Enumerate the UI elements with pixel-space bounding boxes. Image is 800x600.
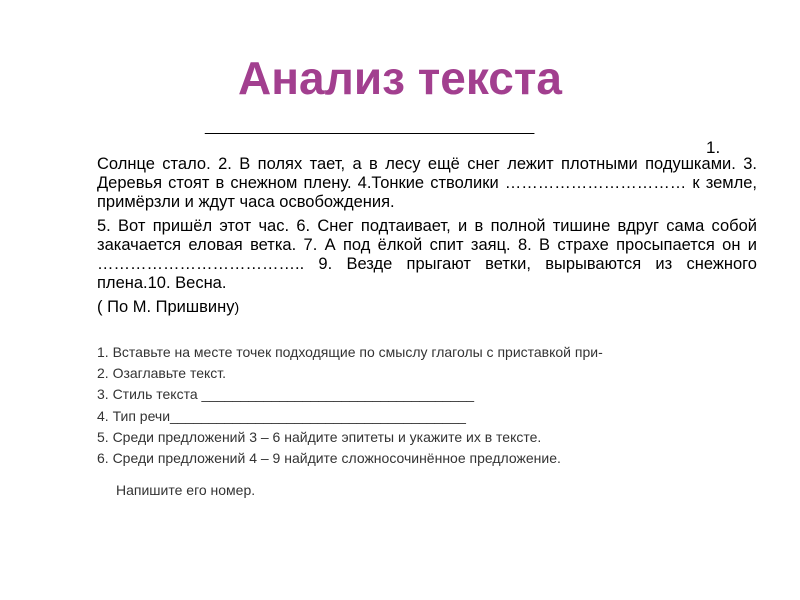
passage-author [97, 298, 757, 317]
task-item: 1. Вставьте на месте точек подходящие по смыслу глаголы с приставкой при- [97, 344, 603, 360]
author-close-paren: ) [234, 299, 240, 315]
title-blank-line: _____________________________________ [205, 118, 535, 135]
page-title: Анализ текста [238, 52, 562, 104]
author-name: ( По М. Пришвину [97, 298, 235, 316]
task-item: 5. Среди предложений 3 – 6 найдите эпитеты и укажите их в тексте. [97, 428, 542, 445]
task-note: Напишите его номер. [116, 482, 256, 499]
first-sentence-number: 1. [706, 138, 721, 157]
passage-text [97, 155, 757, 317]
task-list [97, 342, 777, 501]
passage-paragraph-2: 5. Вот пришёл этот час. 6. Снег подтаивает, и в полной тишине вдруг сама собой закачается еловая ветка. 7. А под ёлкой спит заяц. 8. В страхе просыпается он и ……………………………….. 9. Везде прыгают ветки, вырываются из снежного плена.10. Весна. [97, 217, 757, 292]
passage-paragraph-1: Солнце стало. 2. В полях тает, а в лесу ещё снег лежит плотными подушками. 3. Деревья стоят в снежном плену. 4.Тонкие стволики …………………………… к земле, примёрзли и ждут часа освобождения. [97, 155, 757, 211]
task-item: 6. Среди предложений 4 – 9 найдите сложносочинённое предложение. [97, 450, 561, 467]
task-item: 3. Стиль текста ___________________________________ [97, 386, 475, 403]
task-item: 4. Тип речи______________________________________ [97, 407, 466, 424]
task-item: 2. Озаглавьте текст. [97, 365, 227, 382]
